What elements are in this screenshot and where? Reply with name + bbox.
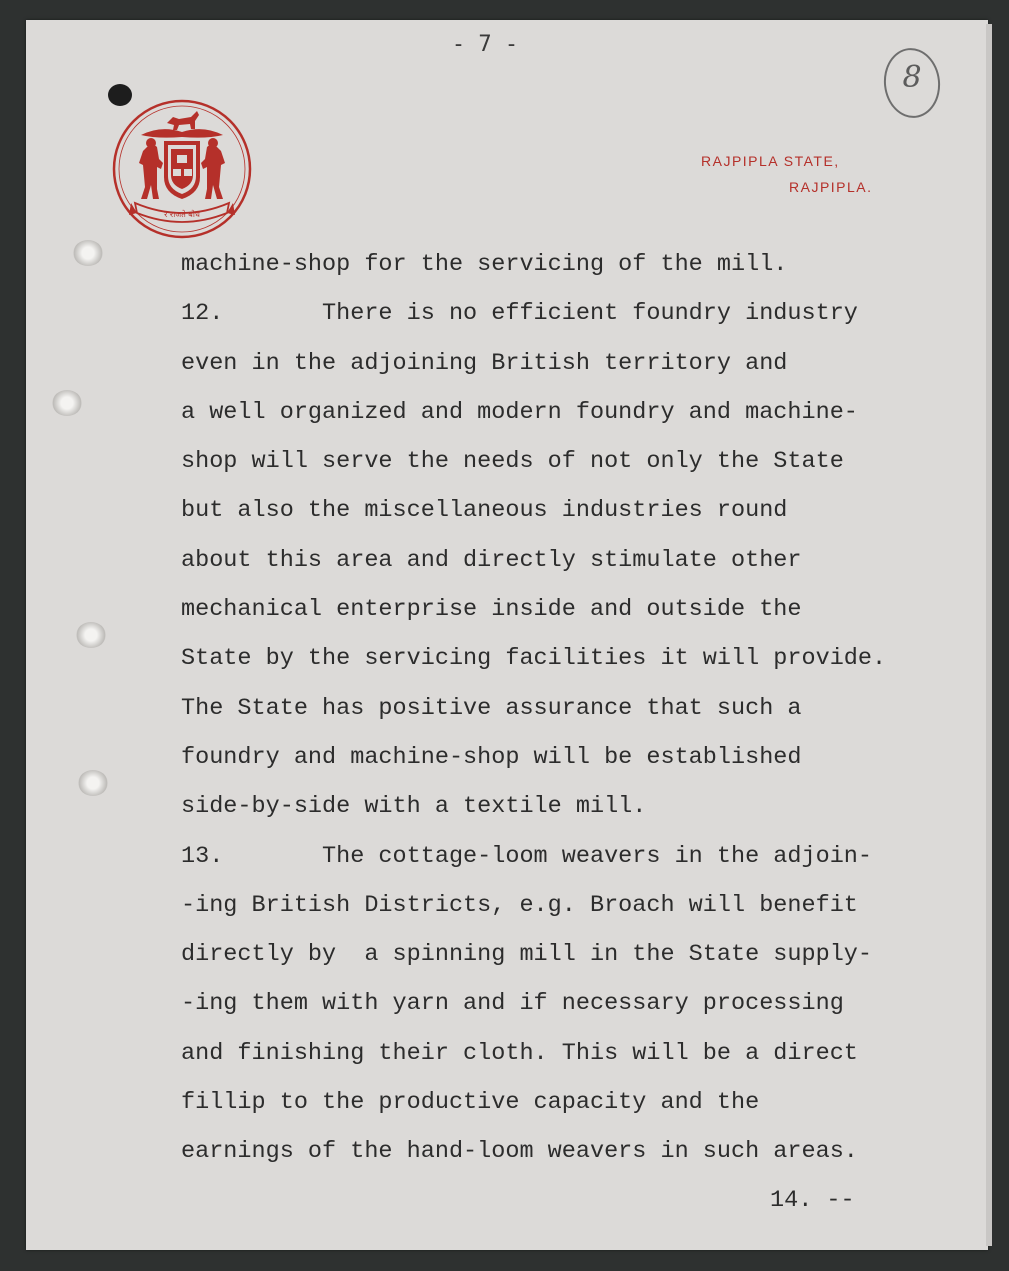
page-edge <box>986 24 992 1246</box>
letterhead-state: RAJPIPLA STATE, <box>701 153 840 169</box>
text-line: The State has positive assurance that such a <box>181 694 802 722</box>
typed-body-text <box>181 247 961 1184</box>
text-line: mechanical enterprise inside and outside the <box>181 596 802 624</box>
text-line: about this area and directly stimulate other <box>181 546 802 574</box>
state-crest-emblem <box>111 99 253 239</box>
text-line: side-by-side with a textile mill. <box>181 793 647 821</box>
text-line: shop will serve the needs of not only the State <box>181 448 844 476</box>
letterhead-city: RAJPIPLA. <box>789 179 873 195</box>
continuation-marker: 14. -- <box>770 1187 855 1214</box>
pin-hole-mark <box>52 390 82 416</box>
text-line: and finishing their cloth. This will be a direct <box>181 1039 858 1067</box>
text-line: even in the adjoining British territory and <box>181 349 788 377</box>
text-line: machine-shop for the servicing of the mill. <box>181 251 788 278</box>
text-line: a well organized and modern foundry and machine- <box>181 398 858 426</box>
text-line: fillip to the productive capacity and the <box>181 1089 760 1117</box>
folio-number: 8 <box>902 60 922 95</box>
pin-hole-mark <box>73 240 103 266</box>
text-line: foundry and machine-shop will be established <box>181 743 802 771</box>
text-line: -ing British Districts, e.g. Broach will benefit <box>181 891 858 919</box>
crest-motto: र राजते बोध <box>164 210 200 219</box>
page-number: - 7 - <box>451 32 519 57</box>
text-line: directly by a spinning mill in the State supply- <box>181 941 873 969</box>
pin-hole-mark <box>76 622 106 648</box>
pin-hole-mark <box>78 770 108 796</box>
text-line: 12. There is no efficient foundry industry <box>181 300 858 328</box>
text-line: 13. The cottage-loom weavers in the adjoin- <box>181 842 873 870</box>
text-line: but also the miscellaneous industries round <box>181 497 788 525</box>
text-line: -ing them with yarn and if necessary processing <box>181 990 844 1018</box>
text-line: earnings of the hand-loom weavers in such areas. <box>181 1138 858 1166</box>
text-line: State by the servicing facilities it will provide. <box>181 645 887 673</box>
